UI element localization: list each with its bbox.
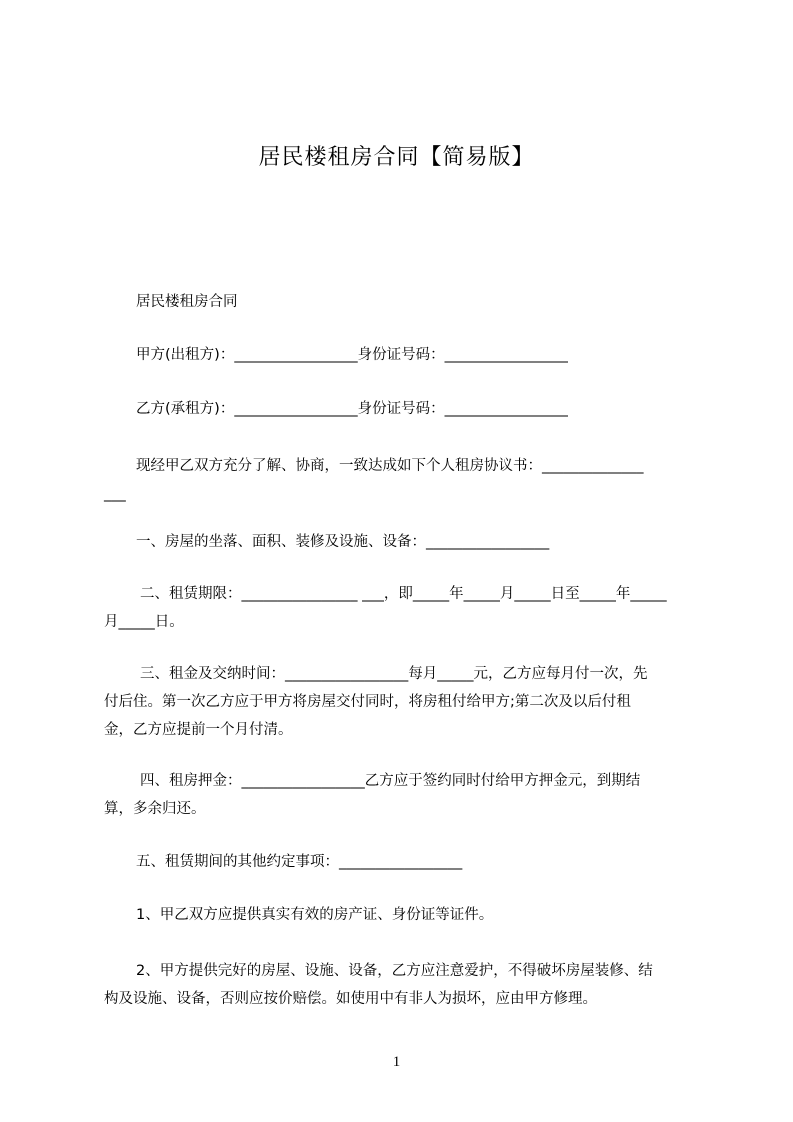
contract-subtitle: 居民楼租房合同 bbox=[136, 294, 238, 310]
party-b-line: 乙方(承租方)：_________________身份证号码：_________________ bbox=[136, 401, 568, 417]
clause-3-line1: 三、租金及交纳时间：_________________每月_____元，乙方应每月付一次，先 bbox=[140, 666, 648, 682]
clause-5: 五、租赁期间的其他约定事项：_________________ bbox=[136, 854, 463, 870]
agreement-intro-line1: 现经甲乙双方充分了解、协商，一致达成如下个人租房协议书：______________ bbox=[136, 458, 644, 474]
party-a-line: 甲方(出租方)：_________________身份证号码：_________________ bbox=[136, 347, 568, 363]
clause-2-line1: 二、租赁期限：________________ ___，即_____年_____月_____日至_____年_____ bbox=[140, 586, 667, 602]
item-1: 1、甲乙双方应提供真实有效的房产证、身份证等证件。 bbox=[136, 907, 494, 923]
clause-2-line2: 月_____日。 bbox=[104, 614, 184, 630]
item-2-line1: 2、甲方提供完好的房屋、设施、设备，乙方应注意爱护，不得破坏房屋装修、结 bbox=[136, 963, 653, 979]
page-number: 1 bbox=[392, 1054, 401, 1070]
item-2-line2: 构及设施、设备，否则应按价赔偿。如使用中有非人为损坏，应由甲方修理。 bbox=[104, 991, 597, 1007]
clause-3-line3: 金，乙方应提前一个月付清。 bbox=[104, 722, 293, 738]
agreement-intro-line2: ___ bbox=[104, 486, 126, 502]
document-title: 居民楼租房合同【简易版】 bbox=[258, 145, 535, 170]
clause-4-line1: 四、租房押金：_________________乙方应于签约同时付给甲方押金元，到期结 bbox=[140, 773, 641, 789]
clause-4-line2: 算，多余归还。 bbox=[104, 801, 206, 817]
clause-3-line2: 付后住。第一次乙方应于甲方将房屋交付同时，将房租付给甲方;第二次及以后付租 bbox=[104, 694, 631, 710]
clause-1: 一、房屋的坐落、面积、装修及设施、设备：_________________ bbox=[136, 534, 550, 550]
